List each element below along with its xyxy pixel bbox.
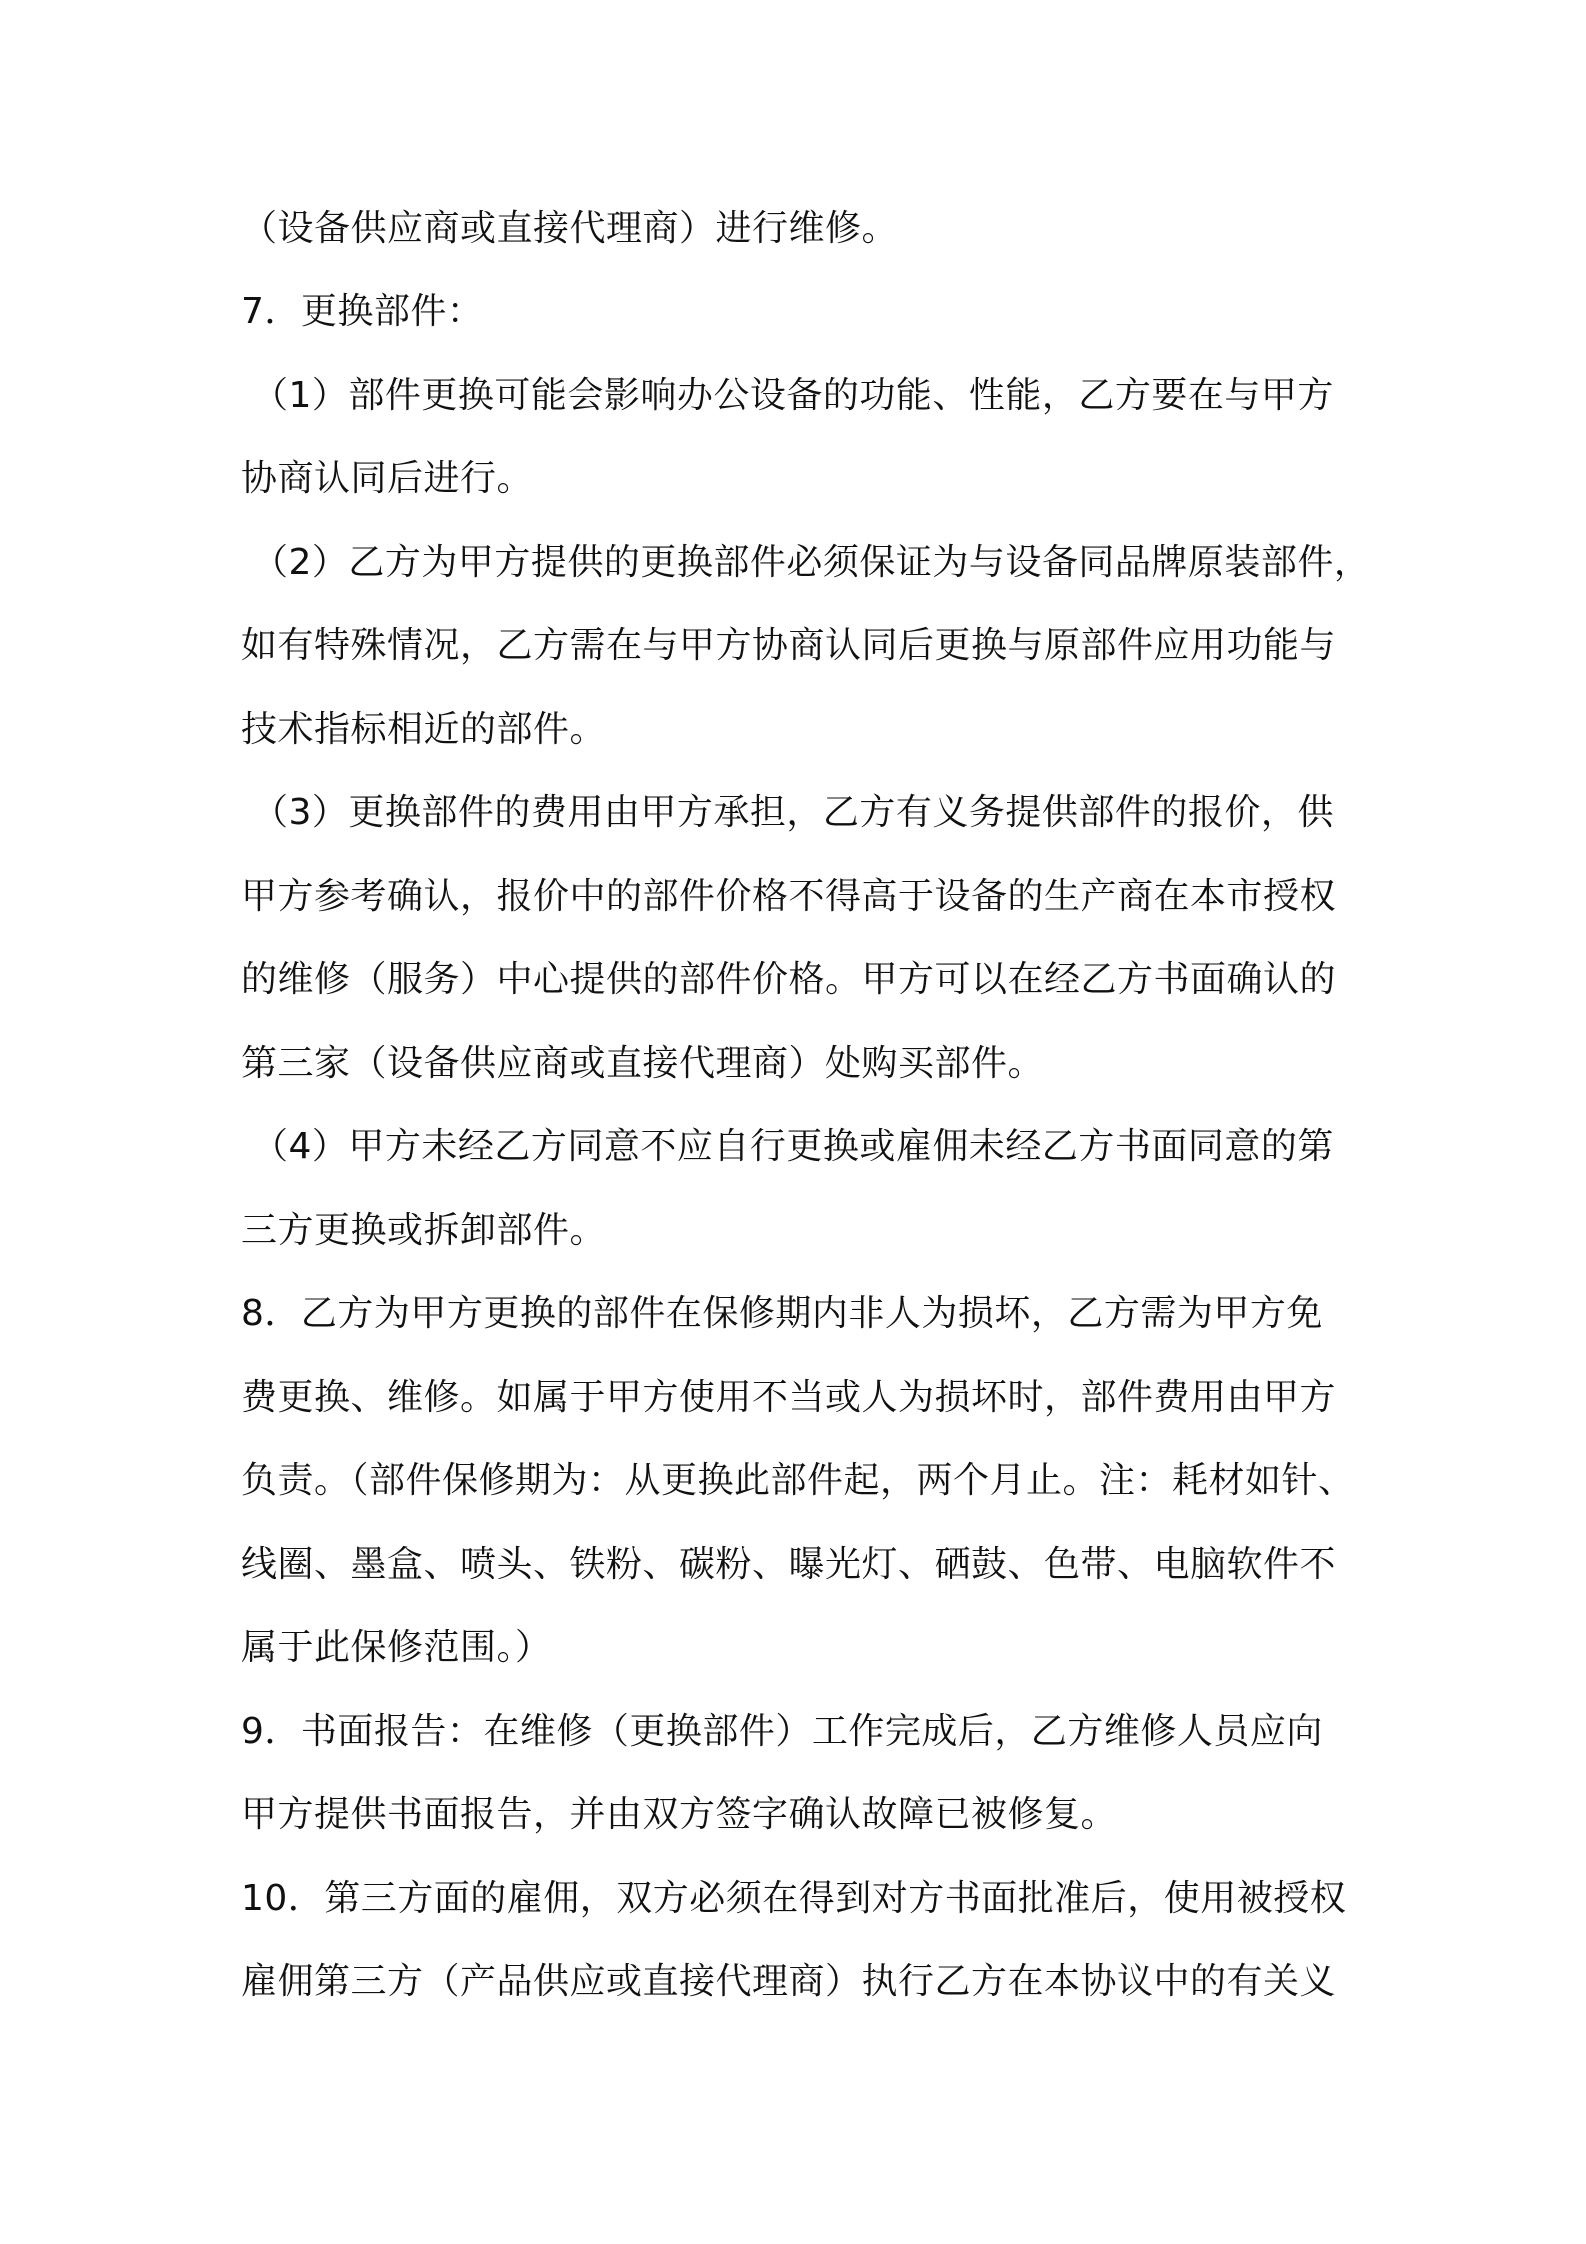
text-line-7: 技术指标相近的部件。 [241,709,607,750]
text-line-20: 甲方提供书面报告，并由双方签字确认故障已被修复。 [241,1794,1118,1835]
text-line-1: （设备供应商或直接代理商）进行维修。 [241,208,899,249]
text-line-8: （3）更换部件的费用由甲方承担，乙方有义务提供部件的报价，供 [252,792,1334,833]
text-line-3: （1）部件更换可能会影响办公设备的功能、性能，乙方要在与甲方 [252,375,1334,416]
text-line-15: 费更换、维修。如属于甲方使用不当或人为损坏时，部件费用由甲方 [241,1377,1337,1418]
text-line-16: 负责。（部件保修期为：从更换此部件起，两个月止。注：耗材如针、 [241,1460,1355,1501]
text-line-11: 第三家（设备供应商或直接代理商）处购买部件。 [241,1043,1045,1084]
text-line-9: 甲方参考确认，报价中的部件价格不得高于设备的生产商在本市授权 [241,876,1337,917]
text-line-17: 线圈、墨盒、喷头、铁粉、碳粉、曝光灯、硒鼓、色带、电脑软件不 [241,1544,1337,1585]
text-line-22: 雇佣第三方（产品供应或直接代理商）执行乙方在本协议中的有关义 [241,1961,1337,2002]
section-item-10: 10．第三方面的雇佣，双方必须在得到对方书面批准后，使用被授权 [241,1878,1347,1919]
text-line-12: （4）甲方未经乙方同意不应自行更换或雇佣未经乙方书面同意的第 [252,1126,1334,1167]
text-line-13: 三方更换或拆卸部件。 [241,1210,607,1251]
text-line-10: 的维修（服务）中心提供的部件价格。甲方可以在经乙方书面确认的 [241,959,1337,1000]
section-heading-7: 7．更换部件： [241,291,484,332]
text-line-4: 协商认同后进行。 [241,458,534,499]
section-item-9: 9．书面报告：在维修（更换部件）工作完成后，乙方维修人员应向 [241,1711,1323,1752]
text-line-5: （2）乙方为甲方提供的更换部件必须保证为与设备同品牌原装部件， [252,542,1371,583]
text-line-6: 如有特殊情况，乙方需在与甲方协商认同后更换与原部件应用功能与 [241,625,1337,666]
text-line-18: 属于此保修范围。） [241,1627,552,1668]
section-item-8: 8．乙方为甲方更换的部件在保修期内非人为损坏，乙方需为甲方免 [241,1293,1323,1334]
